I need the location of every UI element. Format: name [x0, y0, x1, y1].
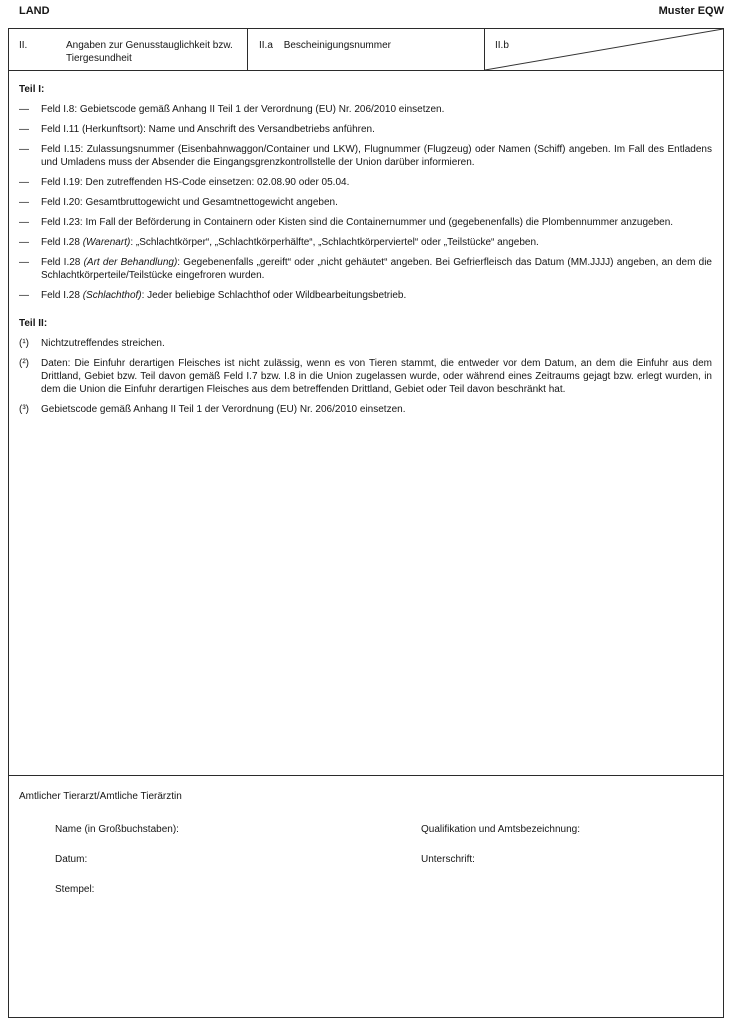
- italic-segment: (Schlachthof): [82, 290, 142, 301]
- italic-segment: (Art der Behandlung): [83, 257, 178, 268]
- footnote-item: [19, 357, 712, 396]
- signature-field-label: Unterschrift:: [421, 854, 475, 865]
- part-two-title: Teil II:: [19, 318, 48, 329]
- text-segment: Feld I.23: Im Fall der Beförderung in Containern oder Kisten sind die Containernummer und (gegebenenfalls) die Plombennummer anzugeben.: [41, 217, 674, 228]
- notes-content: [9, 71, 723, 416]
- dash-bullet: —: [19, 217, 29, 228]
- field-instruction-text: [41, 256, 712, 282]
- footnote-text: Gebietscode gemäß Anhang II Teil 1 der Verordnung (EU) Nr. 206/2010 einsetzen.: [41, 404, 406, 415]
- date-field-label: Datum:: [55, 854, 88, 865]
- text-segment: Feld I.11 (Herkunftsort): Name und Anschrift des Versandbetriebs anführen.: [41, 124, 375, 135]
- dash-bullet: —: [19, 257, 29, 268]
- dash-bullet: —: [19, 197, 29, 208]
- field-instruction-item: [19, 196, 712, 209]
- part-one-item-list: [19, 103, 712, 302]
- part-two-footnote-list: [19, 337, 712, 416]
- text-segment: Feld I.28: [41, 257, 84, 268]
- officer-row-stamp: [19, 883, 712, 896]
- section-ii-header-row: [9, 29, 723, 71]
- cell-iib-number: II.b: [495, 40, 509, 51]
- name-field-label: Name (in Großbuchstaben):: [55, 824, 179, 835]
- field-instruction-text: [41, 289, 712, 302]
- field-instruction-item: [19, 176, 712, 189]
- field-instruction-item: [19, 216, 712, 229]
- dash-bullet: —: [19, 237, 29, 248]
- field-instruction-text: [41, 216, 712, 229]
- model-label: Muster EQW: [658, 5, 724, 17]
- footnote-marker: (¹): [19, 338, 29, 349]
- footnote-item: [19, 337, 712, 350]
- field-instruction-item: [19, 236, 712, 249]
- dash-bullet: —: [19, 290, 29, 301]
- certificate-form-box: [8, 28, 724, 1018]
- country-label: LAND: [19, 5, 50, 17]
- field-instruction-text: [41, 236, 712, 249]
- cell-iia-number: II.a: [259, 40, 273, 51]
- official-veterinarian-title: Amtlicher Tierarzt/Amtliche Tierärztin: [19, 791, 182, 802]
- field-instruction-item: [19, 103, 712, 116]
- diagonal-strike-line: [485, 29, 723, 70]
- field-instruction-text: [41, 143, 712, 169]
- italic-segment: (Warenart): [82, 237, 131, 248]
- officer-row-name-qualification: [19, 823, 712, 836]
- dash-bullet: —: [19, 124, 29, 135]
- field-instruction-item: [19, 256, 712, 282]
- stamp-field-label: Stempel:: [55, 884, 95, 895]
- text-segment: : Jeder beliebige Schlachthof oder Wildbearbeitungsbetrieb.: [141, 290, 407, 301]
- footnote-text: Nichtzutreffendes streichen.: [41, 338, 165, 349]
- text-segment: Feld I.28: [41, 290, 83, 301]
- text-segment: : Gegebenenfalls „gereift“ oder „nicht gehäutet“ angeben. Bei Gefrierfleisch das Datum (MM.JJJJ) angeben, an dem die Schlachtkörperteile/Teilstücke eingefroren wurden.: [41, 257, 712, 281]
- footnote-marker: (³): [19, 404, 29, 415]
- text-segment: Feld I.15: Zulassungsnummer (Eisenbahnwaggon/Container und LKW), Flugnummer (Flugzeug) oder Namen (Schiff) angeben. Im Fall des Entladens und Umladens muss der Absender die Eingangsgrenzkontrollstelle der Union darüber informieren.: [41, 144, 712, 168]
- text-segment: Feld I.28: [41, 237, 83, 248]
- field-instruction-item: [19, 123, 712, 136]
- text-segment: Feld I.20: Gesamtbruttogewicht und Gesamtnettogewicht angeben.: [41, 197, 338, 208]
- dash-bullet: —: [19, 104, 29, 115]
- part-two-notes: [19, 317, 712, 416]
- cell-iia: [248, 29, 485, 70]
- cell-iia-label: Bescheinigungsnummer: [283, 40, 391, 51]
- text-segment: Feld I.8: Gebietscode gemäß Anhang II Teil 1 der Verordnung (EU) Nr. 206/2010 einsetzen.: [41, 104, 445, 115]
- part-one-notes: [19, 83, 712, 302]
- field-instruction-item: [19, 143, 712, 169]
- text-segment: : „Schlachtkörper“, „Schlachtkörperhälfte“, „Schlachtkörperviertel“ oder „Teilstücke“ angeben.: [130, 237, 539, 248]
- field-instruction-item: [19, 289, 712, 302]
- field-instruction-text: [41, 176, 712, 189]
- officer-row-date-signature: [19, 853, 712, 866]
- text-segment: Feld I.19: Den zutreffenden HS-Code einsetzen: 02.08.90 oder 05.04.: [41, 177, 350, 188]
- cell-ii-number: II.: [19, 40, 28, 51]
- field-instruction-text: [41, 196, 712, 209]
- dash-bullet: —: [19, 144, 29, 155]
- cell-iib: [485, 29, 723, 70]
- footnote-item: [19, 403, 712, 416]
- footnote-text: Daten: Die Einfuhr derartigen Fleisches ist nicht zulässig, wenn es von Tieren stammt, die entweder vor dem Datum, an dem die Einfuhr aus dem Drittland, Gebiet bzw. Teil davon gemäß Feld I.7 bzw. I.8 in die Union zugelassen wurde, oder während eines Zeitraums gejagt bzw. erlegt wurden, in dem die Union die Einfuhr derartigen Fleisches aus dem betreffenden Drittland, Gebiet oder Teil davon beschränkt hat.: [41, 358, 712, 395]
- official-veterinarian-section: [9, 775, 723, 1017]
- qualification-field-label: Qualifikation und Amtsbezeichnung:: [421, 824, 580, 835]
- cell-ii-label: Angaben zur Genusstauglichkeit bzw. Tiergesundheit: [66, 40, 233, 64]
- footnote-marker: (²): [19, 358, 29, 369]
- part-one-title: Teil I:: [19, 84, 45, 95]
- field-instruction-text: [41, 103, 712, 116]
- field-instruction-text: [41, 123, 712, 136]
- dash-bullet: —: [19, 177, 29, 188]
- cell-ii: [9, 29, 248, 70]
- certificate-body: [9, 71, 723, 1017]
- page-top-bar: [19, 5, 724, 18]
